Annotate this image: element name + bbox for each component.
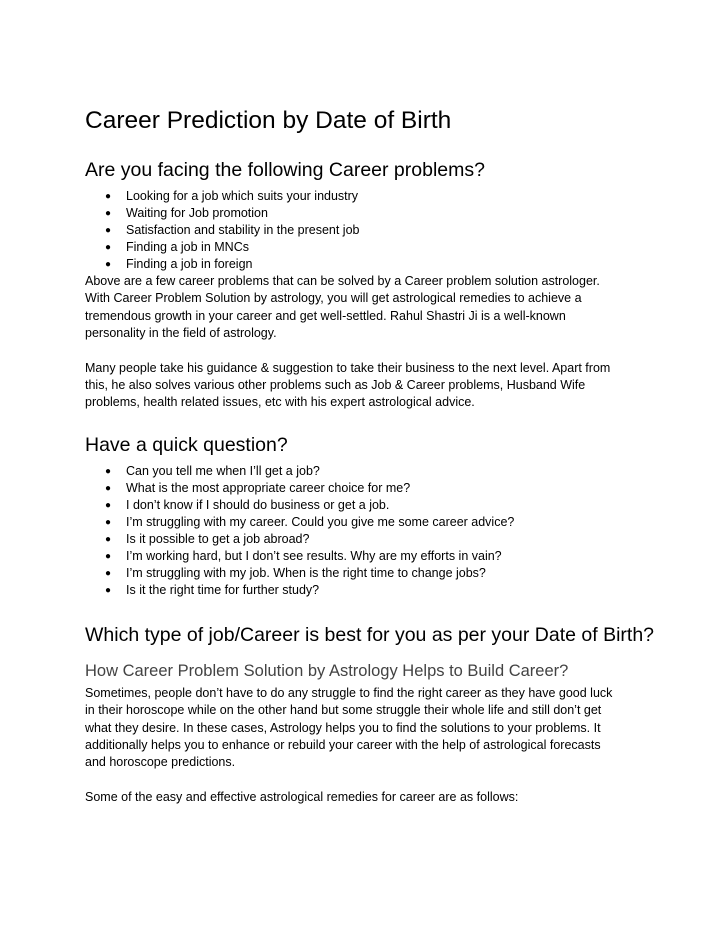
bullet-icon: ● <box>105 533 112 545</box>
guidance-paragraph <box>85 360 645 412</box>
section-heading-quick-question: Have a quick question? <box>85 433 288 456</box>
bullet-icon: ● <box>105 259 112 270</box>
paragraph-line: With Career Problem Solution by astrology, you will get astrological remedies to achieve a <box>85 291 582 306</box>
paragraph-line: personality in the field of astrology. <box>85 326 277 341</box>
list-item <box>85 582 645 599</box>
list-item <box>85 239 645 256</box>
career-problems-list <box>85 188 645 273</box>
list-item <box>85 497 645 514</box>
bullet-icon: ● <box>105 465 112 477</box>
paragraph-line: additionally helps you to enhance or rebuild your career with the help of astrological forecasts <box>85 738 601 753</box>
paragraph-line: Sometimes, people don’t have to do any struggle to find the right career as they have good luck <box>85 685 613 700</box>
bullet-icon: ● <box>105 584 112 596</box>
list-item-text: Finding a job in MNCs <box>126 240 249 254</box>
list-item <box>85 222 645 239</box>
blank-line <box>85 772 645 789</box>
paragraph-line: in their horoscope while on the other hand but some struggle their whole life and still don’t get <box>85 703 602 718</box>
intro-paragraph <box>85 273 645 343</box>
list-item-text: Finding a job in foreign <box>126 257 253 271</box>
list-item-text: What is the most appropriate career choice for me? <box>126 480 411 495</box>
list-item-text: Is it possible to get a job abroad? <box>126 531 310 546</box>
list-item <box>85 205 645 222</box>
list-item-text: I’m struggling with my career. Could you give me some career advice? <box>126 514 515 529</box>
list-item <box>85 480 645 497</box>
bullet-icon: ● <box>105 482 112 494</box>
list-item-text: I don’t know if I should do business or get a job. <box>126 497 390 512</box>
paragraph-line: Above are a few career problems that can be solved by a Career problem solution astrologer. <box>85 274 600 288</box>
bullet-icon: ● <box>105 191 112 202</box>
list-item-text: Satisfaction and stability in the present job <box>126 223 360 237</box>
list-item-text: Can you tell me when I’ll get a job? <box>126 463 320 478</box>
subheading-astrology-helps: How Career Problem Solution by Astrology Helps to Build Career? <box>85 661 569 680</box>
bullet-icon: ● <box>105 242 112 253</box>
list-item <box>85 531 645 548</box>
paragraph-line: and horoscope predictions. <box>85 755 236 770</box>
paragraph-line: Some of the easy and effective astrological remedies for career are as follows: <box>85 789 519 804</box>
list-item <box>85 514 645 531</box>
section-heading-which-career: Which type of job/Career is best for you as per your Date of Birth? <box>85 623 655 646</box>
bullet-icon: ● <box>105 225 112 236</box>
document-page <box>85 104 655 806</box>
bullet-icon: ● <box>105 516 112 528</box>
blank-line <box>85 343 645 360</box>
quick-questions-list <box>85 463 645 599</box>
remedies-paragraph <box>85 789 645 806</box>
bullet-icon: ● <box>105 550 112 562</box>
paragraph-line: what they desire. In these cases, Astrology helps you to find the solutions to your problems. It <box>85 720 601 735</box>
bullet-icon: ● <box>105 499 112 511</box>
list-item <box>85 565 645 582</box>
paragraph-line: tremendous growth in your career and get well-settled. Rahul Shastri Ji is a well-known <box>85 308 566 323</box>
paragraph-line: Many people take his guidance & suggestion to take their business to the next level. Apart from <box>85 360 611 375</box>
list-item <box>85 463 645 480</box>
bullet-icon: ● <box>105 567 112 579</box>
list-item-text: I’m struggling with my job. When is the right time to change jobs? <box>126 565 486 580</box>
list-item-text: Looking for a job which suits your industry <box>126 189 359 203</box>
paragraph-line: this, he also solves various other problems such as Job & Career problems, Husband Wife <box>85 378 586 393</box>
list-item <box>85 256 645 273</box>
page-title: Career Prediction by Date of Birth <box>85 107 452 134</box>
list-item-text: Waiting for Job promotion <box>126 206 268 220</box>
list-item <box>85 548 645 565</box>
list-item-text: I’m working hard, but I don’t see results. Why are my efforts in vain? <box>126 548 502 563</box>
list-item <box>85 188 645 205</box>
astrology-paragraph <box>85 685 645 772</box>
paragraph-line: problems, health related issues, etc with his expert astrological advice. <box>85 395 475 410</box>
list-item-text: Is it the right time for further study? <box>126 582 320 597</box>
bullet-icon: ● <box>105 208 112 219</box>
section-heading-career-problems: Are you facing the following Career problems? <box>85 159 485 181</box>
